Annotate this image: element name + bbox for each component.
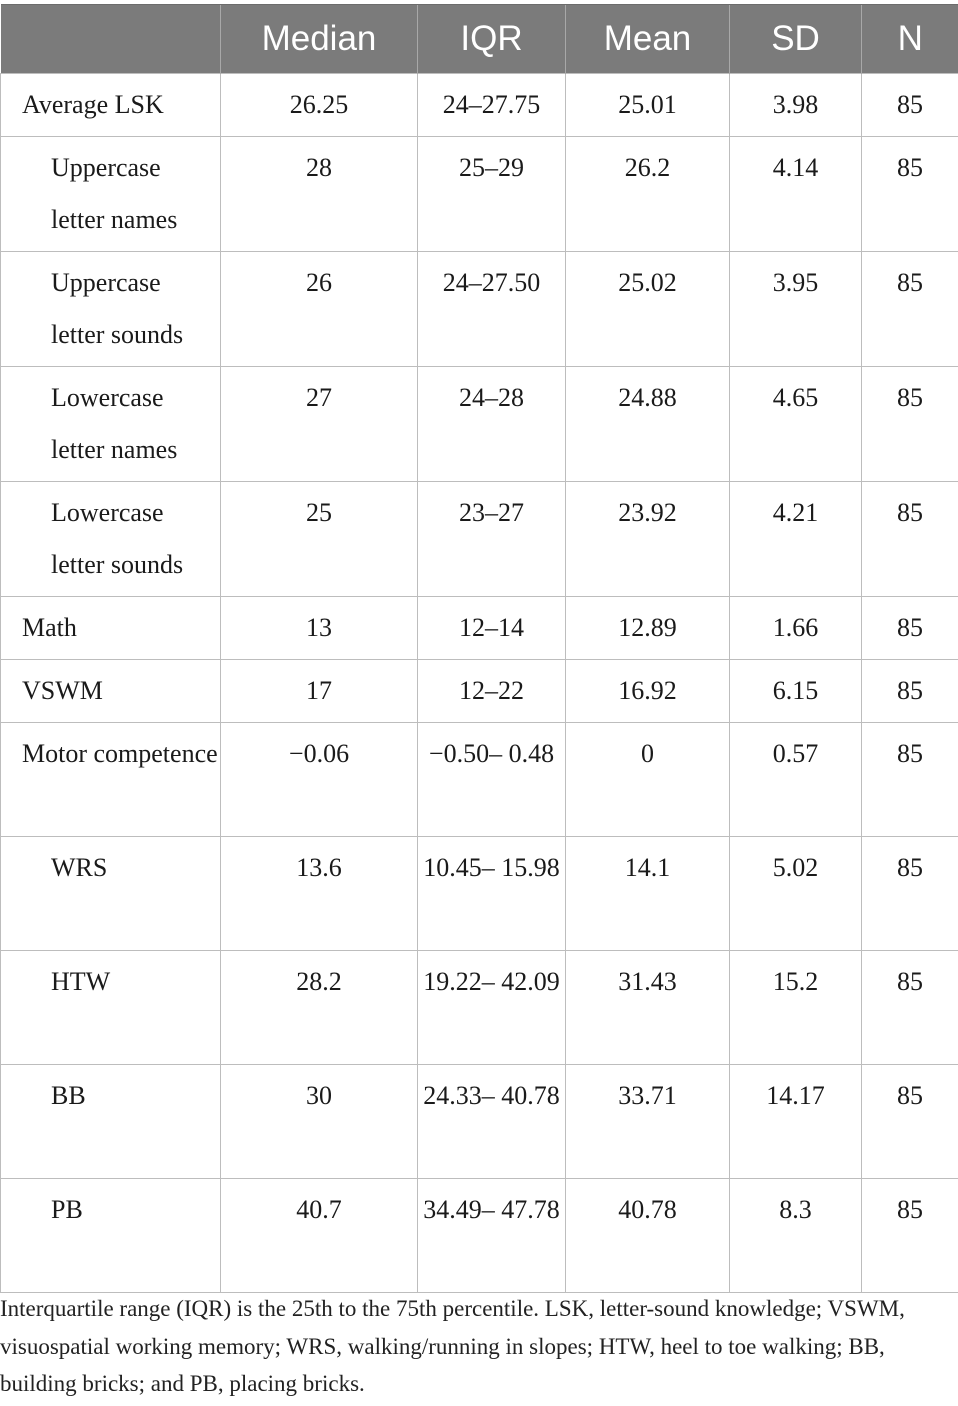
cell-mean: 33.71 xyxy=(566,1065,730,1179)
cell-sd: 5.02 xyxy=(730,837,862,951)
cell-iqr: 24–28 xyxy=(418,367,566,482)
cell-iqr: −0.50– 0.48 xyxy=(418,723,566,837)
cell-n: 85 xyxy=(862,1179,958,1293)
row-label-cell: Math xyxy=(1,597,221,660)
cell-median: −0.06 xyxy=(221,723,418,837)
table-row xyxy=(1,723,958,837)
cell-sd: 15.2 xyxy=(730,951,862,1065)
table-footnote: Interquartile range (IQR) is the 25th to the 75th percentile. LSK, letter-sound knowledge; VSWM, visuospatial working memory; WRS, walking/running in slopes; HTW, heel to toe walking; BB, building bricks; and PB, placing bricks. xyxy=(0,1296,905,1396)
cell-iqr: 24.33– 40.78 xyxy=(418,1065,566,1179)
table-row xyxy=(1,837,958,951)
cell-sd: 1.66 xyxy=(730,597,862,660)
cell-iqr: 25–29 xyxy=(418,137,566,252)
cell-median: 13 xyxy=(221,597,418,660)
row-label-cell: Uppercase letter sounds xyxy=(1,252,221,367)
cell-n: 85 xyxy=(862,1065,958,1179)
table-row xyxy=(1,367,958,482)
cell-mean: 12.89 xyxy=(566,597,730,660)
cell-n: 85 xyxy=(862,660,958,723)
cell-mean: 24.88 xyxy=(566,367,730,482)
table-header xyxy=(1,5,958,74)
row-label-cell: Lowercase letter names xyxy=(1,367,221,482)
cell-median: 25 xyxy=(221,482,418,597)
cell-median: 27 xyxy=(221,367,418,482)
cell-median: 40.7 xyxy=(221,1179,418,1293)
cell-median: 17 xyxy=(221,660,418,723)
table-row xyxy=(1,660,958,723)
cell-n: 85 xyxy=(862,367,958,482)
table-row xyxy=(1,74,958,137)
row-label-cell: Motor competence xyxy=(1,723,221,837)
cell-mean: 40.78 xyxy=(566,1179,730,1293)
cell-iqr: 24–27.75 xyxy=(418,74,566,137)
cell-sd: 3.98 xyxy=(730,74,862,137)
cell-mean: 25.01 xyxy=(566,74,730,137)
cell-n: 85 xyxy=(862,837,958,951)
cell-mean: 26.2 xyxy=(566,137,730,252)
cell-mean: 25.02 xyxy=(566,252,730,367)
cell-sd: 6.15 xyxy=(730,660,862,723)
header-row xyxy=(1,5,958,74)
cell-n: 85 xyxy=(862,252,958,367)
cell-iqr: 12–22 xyxy=(418,660,566,723)
descriptive-statistics-table xyxy=(0,4,958,1293)
header-cell-n: N xyxy=(862,5,958,74)
cell-median: 28 xyxy=(221,137,418,252)
cell-sd: 8.3 xyxy=(730,1179,862,1293)
row-label-cell: PB xyxy=(1,1179,221,1293)
table-row xyxy=(1,252,958,367)
header-cell-median: Median xyxy=(221,5,418,74)
cell-mean: 31.43 xyxy=(566,951,730,1065)
cell-median: 26 xyxy=(221,252,418,367)
row-label-cell: BB xyxy=(1,1065,221,1179)
cell-n: 85 xyxy=(862,723,958,837)
cell-sd: 0.57 xyxy=(730,723,862,837)
row-label-cell: HTW xyxy=(1,951,221,1065)
header-cell-label xyxy=(1,5,221,74)
cell-mean: 16.92 xyxy=(566,660,730,723)
cell-median: 13.6 xyxy=(221,837,418,951)
table-row xyxy=(1,951,958,1065)
table-row xyxy=(1,1179,958,1293)
cell-sd: 14.17 xyxy=(730,1065,862,1179)
cell-iqr: 34.49– 47.78 xyxy=(418,1179,566,1293)
cell-mean: 14.1 xyxy=(566,837,730,951)
row-label-cell: WRS xyxy=(1,837,221,951)
table-row xyxy=(1,137,958,252)
cell-median: 28.2 xyxy=(221,951,418,1065)
cell-n: 85 xyxy=(862,482,958,597)
cell-n: 85 xyxy=(862,137,958,252)
cell-sd: 4.21 xyxy=(730,482,862,597)
cell-mean: 23.92 xyxy=(566,482,730,597)
cell-iqr: 12–14 xyxy=(418,597,566,660)
header-cell-mean: Mean xyxy=(566,5,730,74)
row-label-cell: Lowercase letter sounds xyxy=(1,482,221,597)
table-row xyxy=(1,482,958,597)
cell-n: 85 xyxy=(862,74,958,137)
cell-median: 30 xyxy=(221,1065,418,1179)
row-label-cell: Average LSK xyxy=(1,74,221,137)
table-row xyxy=(1,597,958,660)
table-row xyxy=(1,1065,958,1179)
cell-iqr: 19.22– 42.09 xyxy=(418,951,566,1065)
cell-sd: 4.65 xyxy=(730,367,862,482)
row-label-cell: Uppercase letter names xyxy=(1,137,221,252)
cell-n: 85 xyxy=(862,951,958,1065)
header-cell-sd: SD xyxy=(730,5,862,74)
header-cell-iqr: IQR xyxy=(418,5,566,74)
cell-n: 85 xyxy=(862,597,958,660)
cell-sd: 3.95 xyxy=(730,252,862,367)
row-label-cell: VSWM xyxy=(1,660,221,723)
table-body xyxy=(1,74,958,1293)
cell-iqr: 10.45– 15.98 xyxy=(418,837,566,951)
cell-sd: 4.14 xyxy=(730,137,862,252)
cell-iqr: 23–27 xyxy=(418,482,566,597)
cell-median: 26.25 xyxy=(221,74,418,137)
cell-iqr: 24–27.50 xyxy=(418,252,566,367)
cell-mean: 0 xyxy=(566,723,730,837)
